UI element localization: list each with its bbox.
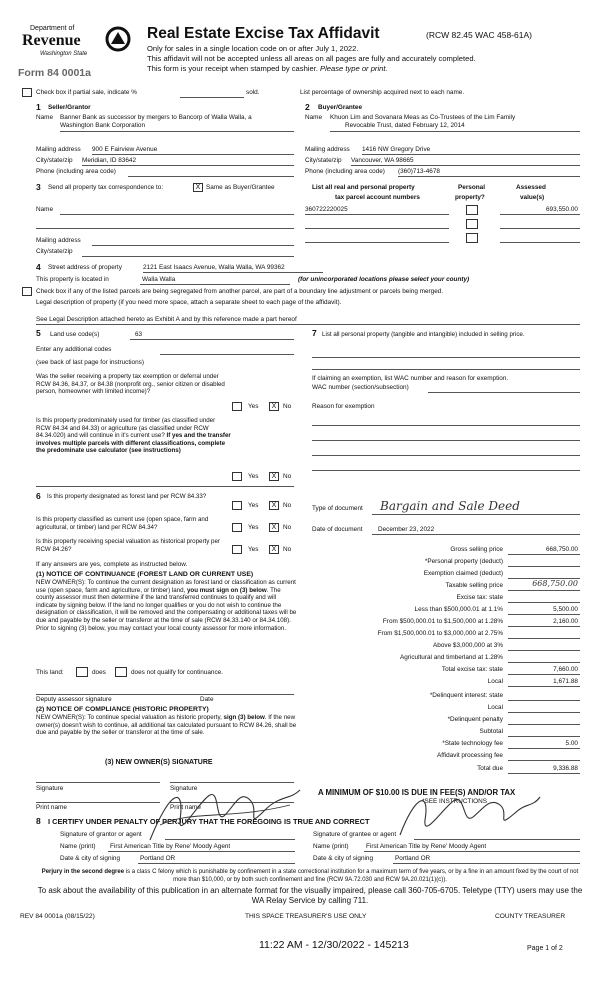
doc-type-label: Type of document bbox=[312, 505, 363, 512]
same-as-buyer-checkbox[interactable]: X bbox=[193, 183, 203, 192]
tax-row-label: Excise tax: state bbox=[456, 594, 503, 601]
forest-yes-checkbox[interactable] bbox=[232, 501, 242, 510]
citation: (RCW 82.45 WAC 458-61A) bbox=[426, 30, 532, 40]
tax-row-label: From $500,000.01 to $1,500,000 at 1.28% bbox=[382, 618, 503, 625]
location-note: (for unincorporated locations please select your county) bbox=[298, 276, 470, 283]
seller-heading: Seller/Grantor bbox=[48, 104, 91, 111]
does-label: does bbox=[92, 669, 106, 676]
grantee-name-label: Name (print) bbox=[313, 843, 349, 850]
tax-row-label: Above $3,000,000 at 3% bbox=[433, 642, 503, 649]
tax-row-label: Exemption claimed (deduct) bbox=[423, 570, 503, 577]
grantee-date: Portland OR bbox=[395, 855, 431, 862]
legal-text: Legal description of property (if you need more space, attach a separate sheet to each page of the affidavit). bbox=[36, 299, 342, 306]
sec3-text: Send all property tax correspondence to: bbox=[48, 184, 164, 191]
q-forest: Is this property designated as forest land per RCW 84.33? bbox=[47, 493, 207, 500]
seller-city-label: City/state/zip bbox=[36, 157, 73, 164]
grantee-date-label: Date & city of signing bbox=[313, 855, 374, 862]
buyer-city-label: City/state/zip bbox=[305, 157, 342, 164]
seller-city: Meridian, ID 83642 bbox=[82, 157, 136, 164]
tax-row-label: Subtotal bbox=[479, 728, 503, 735]
receipt-stamp: 11:22 AM - 12/30/2022 - 145213 bbox=[259, 939, 409, 951]
street-address: 2121 East Isaacs Avenue, Walla Walla, WA 99362 bbox=[143, 264, 285, 271]
logo-dept: Department of bbox=[30, 25, 75, 32]
sec3-mail-label: Mailing address bbox=[36, 237, 81, 244]
reason-label: Reason for exemption bbox=[312, 403, 375, 410]
historic-no-label: No bbox=[283, 546, 292, 553]
grantor-name-label: Name (print) bbox=[60, 843, 96, 850]
tax-row-label: *Personal property (deduct) bbox=[424, 558, 503, 565]
seller-phone-label: Phone (including area code) bbox=[36, 168, 116, 175]
parcel-head-2a: Personal bbox=[458, 184, 485, 191]
tax-row-value: 1,671.88 bbox=[553, 678, 578, 685]
q2-yes-label: Yes bbox=[248, 473, 259, 480]
county-treasurer: COUNTY TREASURER bbox=[495, 913, 566, 920]
grantee-sig-label: Signature of grantee or agent bbox=[313, 831, 397, 838]
rev-number: REV 84 0001a (08/15/22) bbox=[20, 913, 95, 920]
see-back-note: (see back of last page for instructions) bbox=[36, 359, 144, 366]
doc-date-value: December 23, 2022 bbox=[378, 526, 435, 533]
buyer-name-2: Revocable Trust, dated February 12, 2014 bbox=[345, 122, 465, 129]
q2-no-label: No bbox=[283, 473, 292, 480]
buyer-city: Vancouver, WA 98665 bbox=[351, 157, 414, 164]
logo-revenue: Revenue bbox=[22, 32, 81, 49]
parcel-head-1b: tax parcel account numbers bbox=[335, 194, 420, 201]
legal-description: See Legal Description attached hereto as Exhibit A and by this reference made a part hereof bbox=[36, 316, 297, 323]
notice-1-text: NEW OWNER(S): To continue the current designation as forest land or classification as current use (open space, farm and agriculture, or timber) land, you must sign on (3) below. The county assessor must then determine if the land transferred continues to qualify and will indicate by signing below. If the land no longer qualifies or you do not wish to continue the designation or classification, it will be removed and the compensating or additional taxes will be due and payable by the seller or transferor at the time of sale (RCW 84.33.140 or 84.34.108). Prior to signing (3) below, you may contact your local county assessor for more information. bbox=[36, 579, 297, 632]
tax-row-value: 668,750.00 bbox=[546, 546, 578, 553]
tax-row-label: *Delinquent penalty bbox=[447, 716, 503, 723]
seller-name-1: Banner Bank as successor by mergers to Bancorp of Walla Walla, a bbox=[60, 114, 252, 121]
grantor-date: Portland OR bbox=[140, 855, 176, 862]
wac-label: WAC number (section/subsection) bbox=[312, 384, 409, 391]
wac-text: If claiming an exemption, list WAC number and reason for exemption. bbox=[312, 375, 509, 382]
q-current-use: Is this property classified as current use (open space, farm and agricultural, or timber) land per RCW 84.34? bbox=[36, 516, 209, 531]
tax-row-label: Taxable selling price bbox=[445, 582, 503, 589]
owner-signature-label: Signature bbox=[36, 785, 64, 792]
doc-type-value: Bargain and Sale Deed bbox=[380, 499, 520, 513]
partial-sale-checkbox[interactable] bbox=[22, 88, 32, 97]
personal-property-checkbox[interactable] bbox=[466, 205, 478, 215]
tax-row-label: Total excise tax: state bbox=[441, 666, 503, 673]
perjury-notice: Perjury in the second degree is a class C felony which is punishable by confinement in a state correctional institution for a maximum term of five years, or by a fine in an amount fixed by the court of not more than $10,000, or by both such confinement and fine (RCW 9A.72.030 and RCW 9A.20.021(1)(c)). bbox=[41, 869, 579, 883]
historic-yes-checkbox[interactable] bbox=[232, 545, 242, 554]
land-use-code: 63 bbox=[135, 331, 143, 338]
historic-no-checkbox[interactable]: X bbox=[269, 545, 279, 554]
grantee-name: First American Title by Rene' Moody Agent bbox=[366, 843, 487, 850]
grantee-signature-icon bbox=[395, 785, 545, 845]
sec8-num: 8 bbox=[36, 816, 41, 826]
parcel-head-2b: property? bbox=[455, 194, 485, 201]
q2-no-checkbox[interactable]: X bbox=[269, 472, 279, 481]
location-label: This property is located in bbox=[36, 276, 109, 283]
does-checkbox[interactable] bbox=[76, 667, 88, 677]
q-timber: Is this property predominately used for timber (as classified under RCW 84.34 and 84.33) or agriculture (as classified under RCW 84.34.020) and will continue in it's current use? If yes and the transfer involves multiple parcels with different classifications, complete the predominate use calculator (see instructions) bbox=[36, 417, 231, 455]
deputy-date-label: Date bbox=[200, 696, 214, 703]
form-number: Form 84 0001a bbox=[18, 67, 91, 79]
sec4-num: 4 bbox=[36, 262, 41, 272]
current-use-no-label: No bbox=[283, 524, 292, 531]
grantor-date-label: Date & city of signing bbox=[60, 855, 121, 862]
buyer-mail: 1416 NW Gregory Drive bbox=[362, 146, 431, 153]
segregation-checkbox[interactable] bbox=[22, 287, 32, 296]
header-note-1: Only for sales in a single location code on or after July 1, 2022. bbox=[147, 44, 359, 53]
tax-row-label: Gross selling price bbox=[450, 546, 503, 553]
street-label: Street address of property bbox=[48, 264, 122, 271]
header-note-3: This form is your receipt when stamped by cashier. Please type or print. bbox=[147, 64, 388, 73]
tax-row-value: 668,750.00 bbox=[532, 579, 578, 588]
personal-property-checkbox[interactable] bbox=[466, 233, 478, 243]
page-number: Page 1 of 2 bbox=[527, 945, 563, 952]
additional-codes-label: Enter any additional codes bbox=[36, 346, 112, 353]
forest-yes-label: Yes bbox=[248, 502, 259, 509]
tax-row-label: *Delinquent interest: state bbox=[429, 692, 503, 699]
buyer-mail-label: Mailing address bbox=[305, 146, 350, 153]
sec7-num: 7 bbox=[312, 328, 317, 338]
q1-yes-label: Yes bbox=[248, 403, 259, 410]
logo-state: Washington State bbox=[40, 51, 88, 57]
same-as-buyer-label: Same as Buyer/Grantee bbox=[206, 184, 275, 191]
parcel-head-3b: value(s) bbox=[520, 194, 545, 201]
tax-row-value: 9,336.88 bbox=[553, 765, 578, 772]
historic-yes-label: Yes bbox=[248, 546, 259, 553]
q-historic: Is this property receiving special valuation as historical property per RCW 84.26? bbox=[36, 538, 220, 553]
notice-2-text: NEW OWNER(S): To continue special valuation as historic property, sign (3) below. If the new owner(s) doesn't wish to continue, all additional tax calculated pursuant to RCW 84.26, shall be due and payable by the seller or transferor at the time of sale. bbox=[36, 714, 297, 737]
current-use-yes-checkbox[interactable] bbox=[232, 523, 242, 532]
tax-row-label: Total due bbox=[477, 765, 503, 772]
owner-signature-label-2: Signature bbox=[170, 785, 198, 792]
sec2-num: 2 bbox=[305, 102, 310, 112]
parcel-number: 360722220025 bbox=[305, 206, 348, 213]
perjury-cert: I CERTIFY UNDER PENALTY OF PERJURY THAT THE FOREGOING IS TRUE AND CORRECT bbox=[48, 817, 370, 826]
seller-mail-label: Mailing address bbox=[36, 146, 81, 153]
sec1-num: 1 bbox=[36, 102, 41, 112]
does-not-label: does not qualify for continuance. bbox=[131, 669, 224, 676]
q-exemption: Was the seller receiving a property tax exemption or deferral under RCW 84.36, 84.37, or 84.38 (nonprofit org., senior citizen or disabled person, homeowner with limited income)? bbox=[36, 373, 225, 396]
personal-property-checkbox[interactable] bbox=[466, 219, 478, 229]
current-use-no-checkbox[interactable]: X bbox=[269, 523, 279, 532]
q2-yes-checkbox[interactable] bbox=[232, 472, 242, 481]
doc-date-label: Date of document bbox=[312, 526, 363, 533]
sec3-name-label: Name bbox=[36, 206, 54, 213]
forest-no-label: No bbox=[283, 502, 292, 509]
notice-1-title: (1) NOTICE OF CONTINUANCE (FOREST LAND OR CURRENT USE) bbox=[36, 571, 254, 578]
see-instructions: *SEE INSTRUCTIONS bbox=[422, 798, 487, 805]
notice-3-title: (3) NEW OWNER(S) SIGNATURE bbox=[105, 759, 213, 766]
land-use-label: Land use code(s) bbox=[50, 331, 100, 338]
owner-print-label-2: Print name bbox=[170, 804, 201, 811]
buyer-phone-label: Phone (including area code) bbox=[305, 168, 385, 175]
segregation-text: Check box if any of the listed parcels are being segregated from another parcel, are part of a boundary line adjustment or parcels being merged. bbox=[36, 288, 444, 295]
buyer-name-label: Name bbox=[305, 114, 323, 121]
accessibility-note: To ask about the availability of this publication in an alternate format for the visually impaired, please call 360-705-6705. Teletype (TTY) users may use the WA Relay Service by calling 711. bbox=[37, 886, 583, 905]
q1-yes-checkbox[interactable] bbox=[232, 402, 242, 411]
forest-no-checkbox[interactable]: X bbox=[269, 501, 279, 510]
header-note-2: This affidavit will not be accepted unless all areas on all pages are fully and accurately completed. bbox=[147, 54, 476, 63]
location-value: Walla Walla bbox=[142, 276, 176, 283]
sec6-num: 6 bbox=[36, 491, 41, 501]
seller-name-label: Name bbox=[36, 114, 54, 121]
sec3-city-label: City/state/zip bbox=[36, 248, 73, 255]
assessed-value: 693,550.00 bbox=[546, 206, 578, 213]
minimum-due-note: A MINIMUM OF $10.00 IS DUE IN FEE(S) AND/OR TAX bbox=[318, 788, 516, 797]
seller-name-2: Washington Bank Corporation bbox=[60, 122, 146, 129]
grantor-name: First American Title by Rene' Moody Agent bbox=[110, 843, 231, 850]
personal-property-text: List all personal property (tangible and intangible) included in selling price. bbox=[322, 331, 525, 338]
q1-no-label: No bbox=[283, 403, 292, 410]
ownership-note: List percentage of ownership acquired next to each name. bbox=[300, 89, 465, 96]
buyer-name-1: Khuon Lim and Sovanara Meas as Co-Trustees of the Lim Family bbox=[330, 114, 516, 121]
does-not-checkbox[interactable] bbox=[115, 667, 127, 677]
parcel-head-3a: Assessed bbox=[516, 184, 546, 191]
page-title: Real Estate Excise Tax Affidavit bbox=[147, 25, 380, 42]
parcel-head-1a: List all real and personal property bbox=[312, 184, 415, 191]
tax-row-label: From $1,500,000.01 to $3,000,000 at 2.75% bbox=[377, 630, 503, 637]
seller-mail: 900 E Fairview Avenue bbox=[92, 146, 158, 153]
owner-print-label: Print name bbox=[36, 804, 67, 811]
tax-row-label: Local bbox=[487, 678, 503, 685]
tax-row-label: *State technology fee bbox=[442, 740, 503, 747]
tax-row-label: Affidavit processing fee bbox=[437, 752, 503, 759]
partial-sale-post: sold. bbox=[246, 89, 260, 96]
this-land-label: This land: bbox=[36, 669, 64, 676]
tax-row-label: Agricultural and timberland at 1.28% bbox=[399, 654, 503, 661]
wa-logo-icon bbox=[105, 26, 131, 52]
tax-row-value: 2,160.00 bbox=[553, 618, 578, 625]
if-yes-note: If any answers are yes, complete as instructed below. bbox=[36, 561, 188, 568]
tax-row-value: 5.00 bbox=[565, 740, 578, 747]
tax-row-label: Less than $500,000.01 at 1.1% bbox=[414, 606, 503, 613]
sec3-num: 3 bbox=[36, 182, 41, 192]
tax-row-label: Local bbox=[487, 704, 503, 711]
notice-2-title: (2) NOTICE OF COMPLIANCE (HISTORIC PROPERTY) bbox=[36, 706, 209, 713]
q1-no-checkbox[interactable]: X bbox=[269, 402, 279, 411]
grantor-signature-icon bbox=[140, 780, 320, 850]
buyer-heading: Buyer/Grantee bbox=[318, 104, 363, 111]
buyer-phone: (360)713-4678 bbox=[398, 168, 440, 175]
treasurer-use: THIS SPACE TREASURER'S USE ONLY bbox=[245, 913, 367, 920]
deputy-assessor-label: Deputy assessor signature bbox=[36, 696, 112, 703]
tax-row-value: 7,660.00 bbox=[553, 666, 578, 673]
tax-row-value: 5,500.00 bbox=[553, 606, 578, 613]
sec5-num: 5 bbox=[36, 328, 41, 338]
current-use-yes-label: Yes bbox=[248, 524, 259, 531]
grantor-sig-label: Signature of grantor or agent bbox=[60, 831, 142, 838]
partial-sale-label: Check box if partial sale, indicate % bbox=[36, 89, 137, 96]
